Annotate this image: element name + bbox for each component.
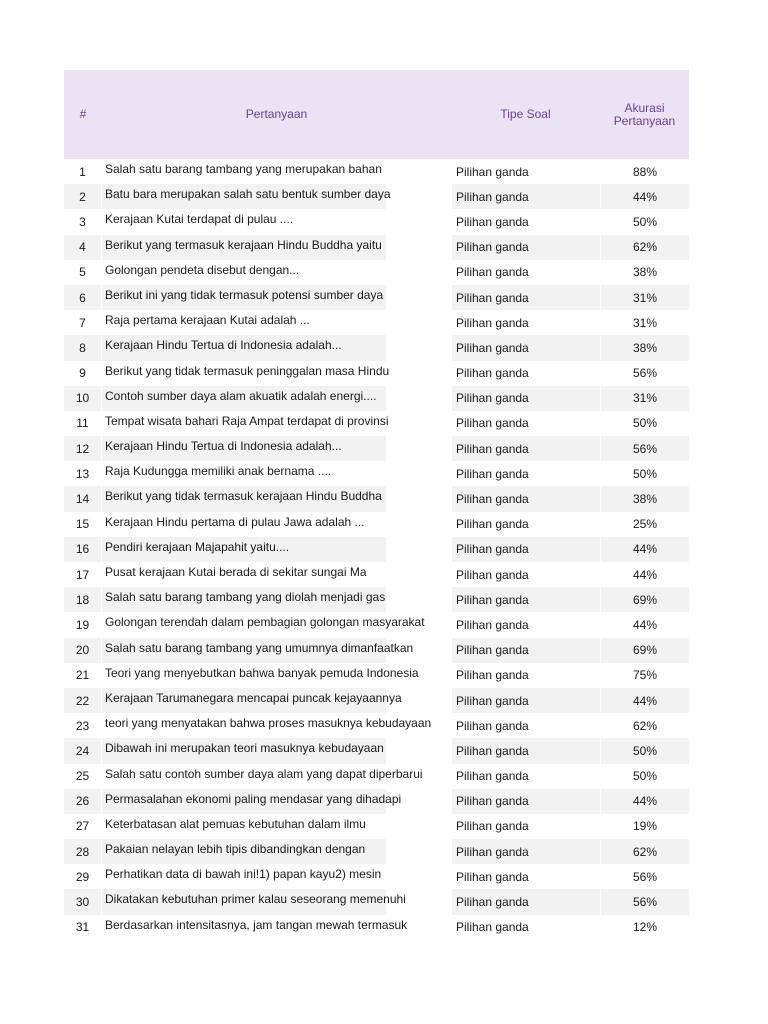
row-question: Batu bara merupakan salah satu bentuk sumber daya <box>102 184 386 209</box>
row-spacer <box>387 184 451 209</box>
row-type: Pilihan ganda <box>456 164 529 179</box>
row-number: 14 <box>64 486 101 511</box>
row-spacer <box>387 915 451 940</box>
row-accuracy: 31% <box>601 386 689 411</box>
row-question: Salah satu contoh sumber daya alam yang dapat diperbarui <box>105 766 423 781</box>
table-row <box>64 260 689 285</box>
row-accuracy: 69% <box>601 587 689 612</box>
row-number: 4 <box>64 235 101 260</box>
row-question: Kerajaan Hindu pertama di pulau Jawa adalah ... <box>105 514 365 529</box>
row-question: Kerajaan Hindu Tertua di Indonesia adalah... <box>102 335 386 360</box>
row-accuracy: 75% <box>632 668 658 683</box>
row-type: Pilihan ganda <box>452 537 600 562</box>
row-question: Dibawah ini merupakan teori masuknya kebudayaan <box>102 738 386 763</box>
table-row <box>64 285 689 310</box>
row-accuracy: 19% <box>632 819 658 834</box>
row-number: 16 <box>64 537 101 562</box>
row-spacer <box>387 612 451 637</box>
row-number: 25 <box>75 769 90 784</box>
row-spacer <box>387 814 451 839</box>
row-number: 6 <box>64 285 101 310</box>
row-type: Pilihan ganda <box>456 920 529 935</box>
row-spacer <box>387 587 451 612</box>
row-number: 28 <box>64 839 101 864</box>
row-accuracy: 50% <box>632 214 658 229</box>
row-spacer <box>387 235 451 260</box>
row-accuracy: 31% <box>601 285 689 310</box>
table-row <box>64 764 689 789</box>
row-question: Keterbatasan alat pemuas kebutuhan dalam ilmu <box>105 816 366 831</box>
row-accuracy: 44% <box>601 688 689 713</box>
table-row <box>64 864 689 889</box>
row-spacer <box>387 839 451 864</box>
row-accuracy: 12% <box>632 920 658 935</box>
row-spacer <box>387 512 451 537</box>
table-row <box>64 839 689 864</box>
row-question: Pakaian nelayan lebih tipis dibandingkan dengan <box>102 839 386 864</box>
row-question: Kerajaan Tarumanegara mencapai puncak kejayaannya <box>102 688 386 713</box>
row-accuracy: 50% <box>632 416 658 431</box>
row-type: Pilihan ganda <box>452 285 600 310</box>
row-accuracy: 50% <box>632 769 658 784</box>
row-accuracy: 50% <box>632 466 658 481</box>
row-accuracy: 31% <box>632 315 658 330</box>
row-type: Pilihan ganda <box>452 839 600 864</box>
table-row <box>64 713 689 738</box>
header-accuracy-line1: Akurasi <box>624 100 665 115</box>
row-spacer <box>387 864 451 889</box>
row-accuracy: 56% <box>601 436 689 461</box>
row-question: Berikut yang termasuk kerajaan Hindu Buddha yaitu <box>102 235 386 260</box>
row-question: Kerajaan Hindu Tertua di Indonesia adalah... <box>102 436 386 461</box>
row-accuracy: 25% <box>632 517 658 532</box>
row-type: Pilihan ganda <box>456 819 529 834</box>
row-question: Dikatakan kebutuhan primer kalau seseorang memenuhi <box>102 889 386 914</box>
row-question: Berikut yang tidak termasuk kerajaan Hindu Buddha <box>102 486 386 511</box>
row-spacer <box>387 688 451 713</box>
row-type: Pilihan ganda <box>456 769 529 784</box>
row-number: 5 <box>79 265 86 280</box>
row-number: 2 <box>64 184 101 209</box>
row-accuracy: 44% <box>601 789 689 814</box>
row-accuracy: 38% <box>601 486 689 511</box>
table-row <box>64 814 689 839</box>
row-accuracy: 62% <box>601 839 689 864</box>
table-row <box>64 889 689 914</box>
row-question: Golongan terendah dalam pembagian golongan masyarakat <box>105 615 425 630</box>
row-question: Perhatikan data di bawah ini!1) papan kayu2) mesin <box>105 867 382 882</box>
header-type: Tipe Soal <box>500 107 551 121</box>
table-row <box>64 235 689 260</box>
table-row <box>64 562 689 587</box>
row-accuracy: 44% <box>632 617 658 632</box>
table-row <box>64 612 689 637</box>
table-row <box>64 436 689 461</box>
row-number: 29 <box>75 869 90 884</box>
table-row <box>64 310 689 335</box>
row-number: 12 <box>64 436 101 461</box>
row-spacer <box>387 411 451 436</box>
row-spacer <box>387 260 451 285</box>
row-question: Pendiri kerajaan Majapahit yaitu.... <box>102 537 386 562</box>
row-type: Pilihan ganda <box>456 668 529 683</box>
row-question: Teori yang menyebutkan bahwa banyak pemuda Indonesia <box>105 665 419 680</box>
row-spacer <box>387 663 451 688</box>
row-spacer <box>387 461 451 486</box>
row-type: Pilihan ganda <box>452 789 600 814</box>
table-row <box>64 915 689 940</box>
table-row <box>64 184 689 209</box>
row-question: Permasalahan ekonomi paling mendasar yang dihadapi <box>102 789 386 814</box>
header-accuracy-line2: Pertanyaan <box>613 113 676 128</box>
row-spacer <box>387 335 451 360</box>
table-row <box>64 411 689 436</box>
row-type: Pilihan ganda <box>456 265 529 280</box>
table-row <box>64 738 689 763</box>
row-type: Pilihan ganda <box>452 386 600 411</box>
row-spacer <box>387 638 451 663</box>
row-number: 15 <box>75 517 90 532</box>
row-number: 8 <box>64 335 101 360</box>
row-spacer <box>387 159 451 184</box>
row-question: Raja Kudungga memiliki anak bernama .... <box>105 464 332 479</box>
row-question: Berdasarkan intensitasnya, jam tangan mewah termasuk <box>105 917 408 932</box>
row-number: 9 <box>79 366 86 381</box>
row-number: 13 <box>75 466 90 481</box>
row-type: Pilihan ganda <box>452 638 600 663</box>
row-type: Pilihan ganda <box>452 738 600 763</box>
row-question: Pusat kerajaan Kutai berada di sekitar sungai Ma <box>105 565 367 579</box>
row-number: 7 <box>79 315 86 330</box>
table-row <box>64 587 689 612</box>
table-row <box>64 361 689 386</box>
table-row <box>64 512 689 537</box>
table-body <box>64 159 689 940</box>
row-type: Pilihan ganda <box>456 517 529 532</box>
table-row <box>64 461 689 486</box>
row-question: Kerajaan Kutai terdapat di pulau .... <box>105 212 294 227</box>
row-type: Pilihan ganda <box>456 567 529 582</box>
header-accuracy <box>600 70 689 159</box>
header-number: # <box>79 107 87 121</box>
row-accuracy: 56% <box>632 869 658 884</box>
row-spacer <box>387 764 451 789</box>
row-number: 26 <box>64 789 101 814</box>
row-spacer <box>387 789 451 814</box>
row-accuracy: 44% <box>601 537 689 562</box>
table-row <box>64 486 689 511</box>
row-type: Pilihan ganda <box>456 869 529 884</box>
row-spacer <box>387 361 451 386</box>
row-spacer <box>387 310 451 335</box>
row-number: 11 <box>76 416 89 431</box>
row-spacer <box>387 713 451 738</box>
table-row <box>64 789 689 814</box>
row-accuracy: 62% <box>601 235 689 260</box>
row-number: 24 <box>64 738 101 763</box>
row-type: Pilihan ganda <box>456 718 529 733</box>
row-type: Pilihan ganda <box>452 335 600 360</box>
row-accuracy: 69% <box>601 638 689 663</box>
row-question: teori yang menyatakan bahwa proses masuknya kebudayaan <box>105 716 432 731</box>
row-type: Pilihan ganda <box>452 486 600 511</box>
row-type: Pilihan ganda <box>456 416 529 431</box>
row-question: Contoh sumber daya alam akuatik adalah energi.... <box>102 386 386 411</box>
row-accuracy: 44% <box>601 184 689 209</box>
row-accuracy: 44% <box>632 567 658 582</box>
row-spacer <box>387 738 451 763</box>
table-row <box>64 386 689 411</box>
row-type: Pilihan ganda <box>452 688 600 713</box>
row-question: Salah satu barang tambang yang merupakan bahan <box>105 162 382 176</box>
row-number: 1 <box>79 164 86 179</box>
row-type: Pilihan ganda <box>452 587 600 612</box>
row-accuracy: 50% <box>601 738 689 763</box>
table-row <box>64 537 689 562</box>
row-type: Pilihan ganda <box>452 436 600 461</box>
row-number: 22 <box>64 688 101 713</box>
table-row <box>64 638 689 663</box>
row-number: 10 <box>64 386 101 411</box>
row-question: Salah satu barang tambang yang umumnya dimanfaatkan <box>102 638 386 663</box>
row-question: Golongan pendeta disebut dengan... <box>105 262 300 277</box>
row-type: Pilihan ganda <box>456 315 529 330</box>
row-spacer <box>387 285 451 310</box>
row-spacer <box>387 209 451 234</box>
row-question: Raja pertama kerajaan Kutai adalah ... <box>105 313 310 328</box>
row-accuracy: 38% <box>601 335 689 360</box>
row-spacer <box>387 562 451 587</box>
row-type: Pilihan ganda <box>456 214 529 229</box>
row-question: Berikut yang tidak termasuk peninggalan masa Hindu <box>105 363 390 378</box>
row-type: Pilihan ganda <box>456 366 529 381</box>
row-number: 3 <box>79 214 86 229</box>
row-number: 21 <box>75 668 90 683</box>
row-number: 17 <box>75 567 90 582</box>
table-row <box>64 688 689 713</box>
table-row <box>64 209 689 234</box>
row-number: 31 <box>75 920 90 935</box>
row-spacer <box>387 436 451 461</box>
row-accuracy: 88% <box>632 164 658 179</box>
row-type: Pilihan ganda <box>452 889 600 914</box>
row-spacer <box>387 386 451 411</box>
row-accuracy: 62% <box>632 718 658 733</box>
row-type: Pilihan ganda <box>452 235 600 260</box>
row-spacer <box>387 889 451 914</box>
row-type: Pilihan ganda <box>456 466 529 481</box>
row-spacer <box>387 486 451 511</box>
table-row <box>64 335 689 360</box>
row-type: Pilihan ganda <box>456 617 529 632</box>
row-accuracy: 56% <box>632 366 658 381</box>
header-question: Pertanyaan <box>245 107 308 121</box>
table-row <box>64 159 689 184</box>
row-spacer <box>387 537 451 562</box>
row-number: 27 <box>75 819 90 834</box>
row-number: 23 <box>75 718 90 733</box>
row-question: Salah satu barang tambang yang diolah menjadi gas <box>102 587 386 612</box>
row-accuracy: 38% <box>632 265 658 280</box>
table-row <box>64 663 689 688</box>
row-question: Tempat wisata bahari Raja Ampat terdapat di provinsi <box>105 413 389 428</box>
row-number: 20 <box>64 638 101 663</box>
row-number: 19 <box>75 617 90 632</box>
question-table <box>64 70 689 940</box>
row-accuracy: 56% <box>601 889 689 914</box>
row-number: 18 <box>64 587 101 612</box>
row-number: 30 <box>64 889 101 914</box>
table-header <box>64 70 689 159</box>
row-question: Berikut ini yang tidak termasuk potensi sumber daya <box>102 285 386 310</box>
row-type: Pilihan ganda <box>452 184 600 209</box>
